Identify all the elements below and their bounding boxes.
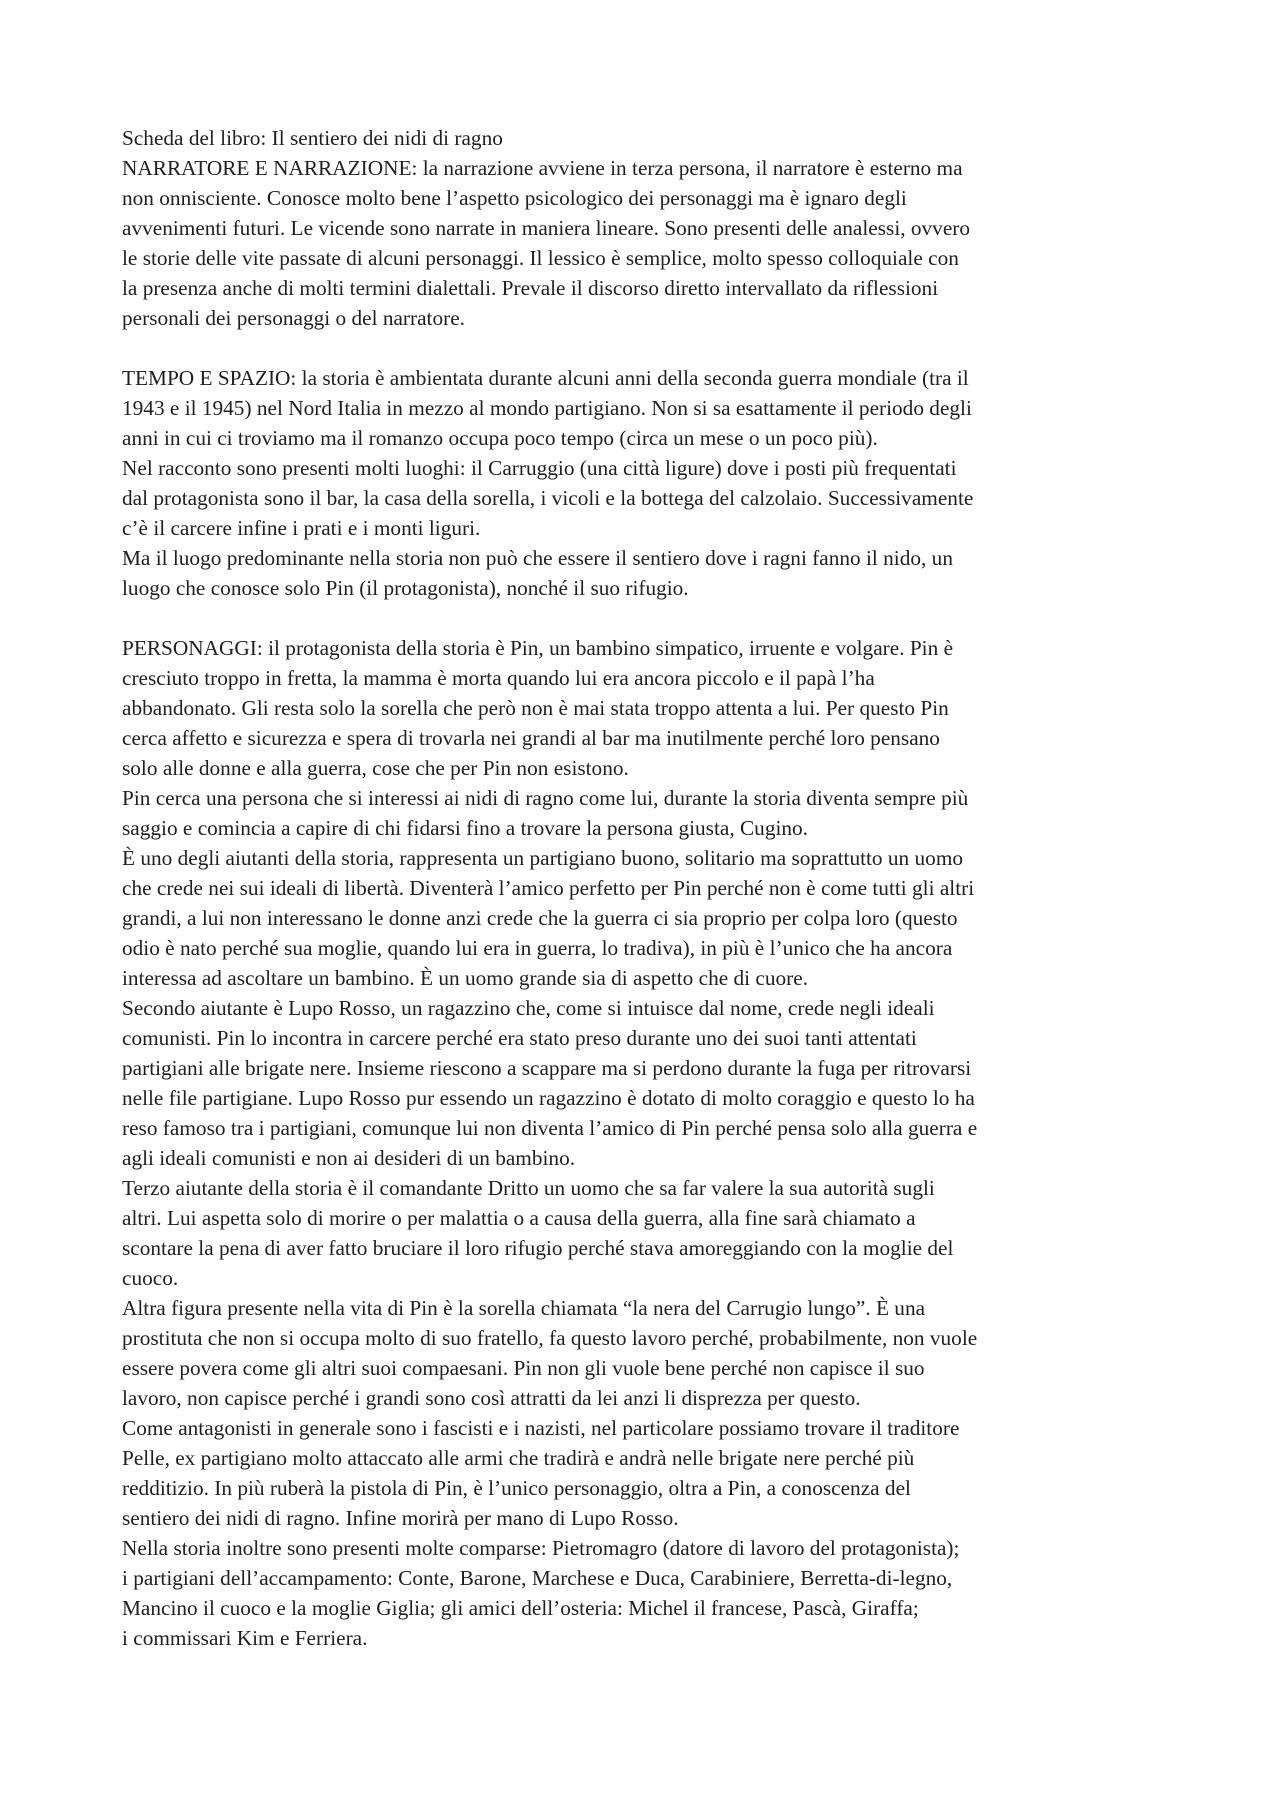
text-line: cuoco. [122, 1266, 179, 1290]
text-line: Come antagonisti in generale sono i fascisti e i nazisti, nel particolare possiamo trovare il traditore [122, 1416, 960, 1440]
text-line: luogo che conosce solo Pin (il protagonista), nonché il suo rifugio. [122, 576, 689, 600]
text-line: agli ideali comunisti e non ai desideri di un bambino. [122, 1146, 576, 1170]
text-line: comunisti. Pin lo incontra in carcere perché era stato preso durante uno dei suoi tanti attentati [122, 1026, 917, 1050]
text-line: Altra figura presente nella vita di Pin è la sorella chiamata “la nera del Carrugio lungo”. È una [122, 1296, 926, 1320]
text-line: scontare la pena di aver fatto bruciare il loro rifugio perché stava amoreggiando con la moglie del [122, 1236, 954, 1260]
text-line: partigiani alle brigate nere. Insieme riescono a scappare ma si perdono durante la fuga per ritrovarsi [122, 1056, 972, 1080]
text-line: essere povera come gli altri suoi compaesani. Pin non gli vuole bene perché non capisce il suo [122, 1356, 925, 1380]
text-line: Secondo aiutante è Lupo Rosso, un ragazzino che, come si intuisce dal nome, crede negli ideali [122, 996, 935, 1020]
text-line: anni in cui ci troviamo ma il romanzo occupa poco tempo (circa un mese o un poco più). [122, 426, 878, 450]
text-line: che crede nei sui ideali di libertà. Diventerà l’amico perfetto per Pin perché non è come tutti gli altri [122, 876, 975, 900]
text-line: avvenimenti futuri. Le vicende sono narrate in maniera lineare. Sono presenti delle analessi, ovvero [122, 216, 971, 240]
text-line: i commissari Kim e Ferriera. [122, 1626, 368, 1650]
text-line: personali dei personaggi o del narratore. [122, 306, 465, 330]
paragraph-spacer [122, 603, 1182, 633]
document-title: Scheda del libro: Il sentiero dei nidi di ragno [122, 126, 503, 150]
text-line: abbandonato. Gli resta solo la sorella che però non è mai stata troppo attenta a lui. Per questo Pin [122, 696, 949, 720]
text-line: Mancino il cuoco e la moglie Giglia; gli amici dell’osteria: Michel il francese, Pascà, Giraffa; [122, 1596, 919, 1620]
text-line: Pin cerca una persona che si interessi ai nidi di ragno come lui, durante la storia diventa sempre più [122, 786, 969, 810]
text-line: Nella storia inoltre sono presenti molte comparse: Pietromagro (datore di lavoro del protagonista); [122, 1536, 960, 1560]
text-line: odio è nato perché sua moglie, quando lui era in guerra, lo tradiva), in più è l’unico che ha ancora [122, 936, 953, 960]
text-line: grandi, a lui non interessano le donne anzi crede che la guerra ci sia proprio per colpa loro (questo [122, 906, 958, 930]
text-line: Ma il luogo predominante nella storia non può che essere il sentiero dove i ragni fanno il nido, un [122, 546, 953, 570]
text-line: interessa ad ascoltare un bambino. È un uomo grande sia di aspetto che di cuore. [122, 966, 809, 990]
text-line: lavoro, non capisce perché i grandi sono così attratti da lei anzi li disprezza per questo. [122, 1386, 861, 1410]
text-line: le storie delle vite passate di alcuni personaggi. Il lessico è semplice, molto spesso colloquiale con [122, 246, 959, 270]
text-line: Terzo aiutante della storia è il comandante Dritto un uomo che sa far valere la sua autorità sugli [122, 1176, 935, 1200]
text-line: dal protagonista sono il bar, la casa della sorella, i vicoli e la bottega del calzolaio. Successivamente [122, 486, 974, 510]
text-line: saggio e comincia a capire di chi fidarsi fino a trovare la persona giusta, Cugino. [122, 816, 809, 840]
text-line: NARRATORE E NARRAZIONE: la narrazione avviene in terza persona, il narratore è esterno ma [122, 156, 963, 180]
text-line: cresciuto troppo in fretta, la mamma è morta quando lui era ancora piccolo e il papà l’ha [122, 666, 875, 690]
paragraph-spacer [122, 333, 1182, 363]
text-line: non onnisciente. Conosce molto bene l’aspetto psicologico dei personaggi ma è ignaro degli [122, 186, 907, 210]
text-line: c’è il carcere infine i prati e i monti liguri. [122, 516, 481, 540]
text-line: sentiero dei nidi di ragno. Infine morirà per mano di Lupo Rosso. [122, 1506, 679, 1530]
text-line: redditizio. In più ruberà la pistola di Pin, è l’unico personaggio, oltra a Pin, a conoscenza del [122, 1476, 911, 1500]
text-line: reso famoso tra i partigiani, comunque lui non diventa l’amico di Pin perché pensa solo alla guerra e [122, 1116, 978, 1140]
text-line: i partigiani dell’accampamento: Conte, Barone, Marchese e Duca, Carabiniere, Berretta-di-legno, [122, 1566, 953, 1590]
text-line: È uno degli aiutanti della storia, rappresenta un partigiano buono, solitario ma soprattutto un uomo [122, 846, 964, 870]
text-line: nelle file partigiane. Lupo Rosso pur essendo un ragazzino è dotato di molto coraggio e questo lo ha [122, 1086, 975, 1110]
text-line: PERSONAGGI: il protagonista della storia è Pin, un bambino simpatico, irruente e volgare. Pin è [122, 636, 954, 660]
text-line: solo alle donne e alla guerra, cose che per Pin non esistono. [122, 756, 629, 780]
text-line: prostituta che non si occupa molto di suo fratello, fa questo lavoro perché, probabilmente, non vuole [122, 1326, 978, 1350]
text-line: altri. Lui aspetta solo di morire o per malattia o a causa della guerra, alla fine sarà chiamato a [122, 1206, 916, 1230]
document-body [122, 123, 1182, 1653]
text-line: la presenza anche di molti termini dialettali. Prevale il discorso diretto intervallato da riflessioni [122, 276, 939, 300]
text-line: Pelle, ex partigiano molto attaccato alle armi che tradirà e andrà nelle brigate nere perché più [122, 1446, 915, 1470]
text-line: 1943 e il 1945) nel Nord Italia in mezzo al mondo partigiano. Non si sa esattamente il periodo degli [122, 396, 972, 420]
text-line: TEMPO E SPAZIO: la storia è ambientata durante alcuni anni della seconda guerra mondiale (tra il [122, 366, 969, 390]
text-line: cerca affetto e sicurezza e spera di trovarla nei grandi al bar ma inutilmente perché loro pensano [122, 726, 940, 750]
text-line: Nel racconto sono presenti molti luoghi: il Carruggio (una città ligure) dove i posti più frequentati [122, 456, 957, 480]
